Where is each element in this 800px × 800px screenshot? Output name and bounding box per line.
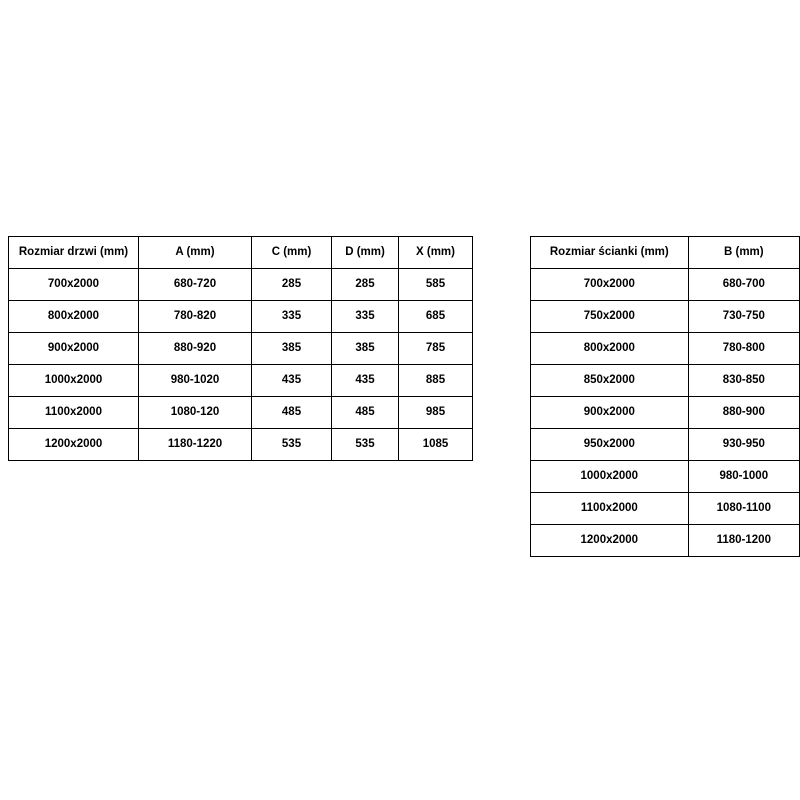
cell-wall-size: 800x2000 <box>531 333 689 365</box>
cell-a: 680-720 <box>139 269 252 301</box>
cell-c: 485 <box>252 397 332 429</box>
column-header-b: B (mm) <box>688 237 799 269</box>
cell-wall-size: 1200x2000 <box>531 525 689 557</box>
cell-b: 830-850 <box>688 365 799 397</box>
wall-size-table <box>530 236 800 557</box>
column-header-door-size: Rozmiar drzwi (mm) <box>9 237 139 269</box>
cell-door-size: 1000x2000 <box>9 365 139 397</box>
cell-x: 885 <box>399 365 473 397</box>
table-row <box>9 429 473 461</box>
cell-x: 685 <box>399 301 473 333</box>
cell-x: 1085 <box>399 429 473 461</box>
cell-a: 780-820 <box>139 301 252 333</box>
table-row <box>9 397 473 429</box>
column-header-c: C (mm) <box>252 237 332 269</box>
cell-b: 980-1000 <box>688 461 799 493</box>
cell-c: 435 <box>252 365 332 397</box>
column-header-wall-size: Rozmiar ścianki (mm) <box>531 237 689 269</box>
cell-c: 285 <box>252 269 332 301</box>
cell-b: 930-950 <box>688 429 799 461</box>
table-row <box>531 301 800 333</box>
cell-c: 335 <box>252 301 332 333</box>
cell-a: 980-1020 <box>139 365 252 397</box>
table-row <box>9 365 473 397</box>
cell-a: 1080-120 <box>139 397 252 429</box>
cell-wall-size: 700x2000 <box>531 269 689 301</box>
table-header-row <box>9 237 473 269</box>
door-size-table <box>8 236 473 461</box>
cell-c: 385 <box>252 333 332 365</box>
cell-c: 535 <box>252 429 332 461</box>
cell-b: 680-700 <box>688 269 799 301</box>
cell-wall-size: 750x2000 <box>531 301 689 333</box>
table-row <box>9 269 473 301</box>
cell-b: 730-750 <box>688 301 799 333</box>
column-header-d: D (mm) <box>332 237 399 269</box>
cell-door-size: 800x2000 <box>9 301 139 333</box>
cell-b: 780-800 <box>688 333 799 365</box>
cell-wall-size: 1100x2000 <box>531 493 689 525</box>
table-row <box>531 365 800 397</box>
table-header-row <box>531 237 800 269</box>
cell-b: 1180-1200 <box>688 525 799 557</box>
cell-a: 880-920 <box>139 333 252 365</box>
cell-x: 785 <box>399 333 473 365</box>
cell-d: 285 <box>332 269 399 301</box>
column-header-x: X (mm) <box>399 237 473 269</box>
cell-d: 485 <box>332 397 399 429</box>
table-row <box>9 301 473 333</box>
cell-d: 535 <box>332 429 399 461</box>
cell-wall-size: 950x2000 <box>531 429 689 461</box>
cell-d: 335 <box>332 301 399 333</box>
cell-x: 585 <box>399 269 473 301</box>
table-row <box>531 429 800 461</box>
cell-d: 435 <box>332 365 399 397</box>
table-row <box>531 461 800 493</box>
cell-x: 985 <box>399 397 473 429</box>
table-row <box>9 333 473 365</box>
table-row <box>531 397 800 429</box>
cell-door-size: 700x2000 <box>9 269 139 301</box>
cell-b: 880-900 <box>688 397 799 429</box>
cell-wall-size: 900x2000 <box>531 397 689 429</box>
cell-wall-size: 1000x2000 <box>531 461 689 493</box>
table-row <box>531 525 800 557</box>
cell-d: 385 <box>332 333 399 365</box>
table-row <box>531 333 800 365</box>
cell-b: 1080-1100 <box>688 493 799 525</box>
cell-a: 1180-1220 <box>139 429 252 461</box>
column-header-a: A (mm) <box>139 237 252 269</box>
cell-wall-size: 850x2000 <box>531 365 689 397</box>
cell-door-size: 1200x2000 <box>9 429 139 461</box>
table-row <box>531 269 800 301</box>
table-row <box>531 493 800 525</box>
cell-door-size: 900x2000 <box>9 333 139 365</box>
cell-door-size: 1100x2000 <box>9 397 139 429</box>
